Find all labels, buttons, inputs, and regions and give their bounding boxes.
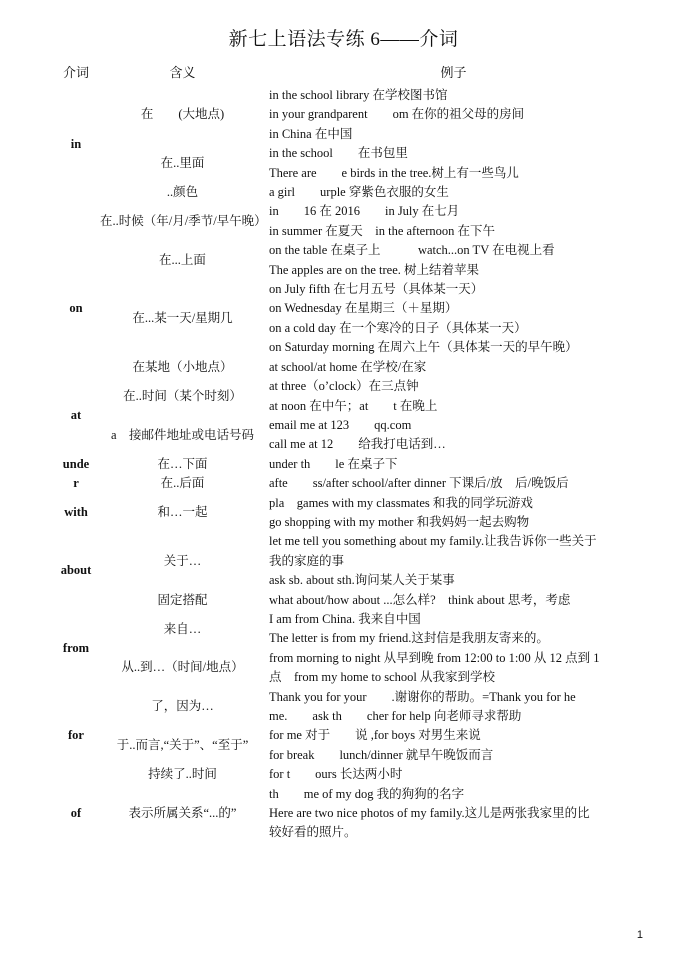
example-cell: on the table 在桌子上 watch...on TV 在电视上看 (269, 243, 555, 258)
table-row (52, 202, 642, 221)
example-cell: call me at 12 给我打电话到… (269, 437, 446, 452)
preposition-cell: for (68, 728, 84, 743)
table-row (52, 765, 642, 784)
table-row (52, 591, 642, 610)
example-cell: th me of my dog 我的狗狗的名字 (269, 786, 465, 801)
preposition-cell: of (70, 806, 82, 821)
example-cell: 我的家庭的事 (269, 553, 345, 568)
meaning-cell: 在…下面 (157, 456, 208, 471)
example-cell: at three（o’clock）在三点钟 (269, 379, 419, 394)
example-cell: The letter is from my friend.这封信是我朋友寄来的。 (269, 631, 549, 646)
example-cell: 较好看的照片。 (269, 825, 357, 840)
preposition-cell: in (70, 136, 82, 151)
example-cell: on Wednesday 在星期三（＋星期） (269, 301, 458, 316)
example-cell: a girl urple 穿紫色衣服的女生 (269, 185, 449, 200)
meaning-cell: 在...某一天/星期几 (132, 311, 233, 326)
table-row (52, 688, 642, 707)
example-cell: at noon 在中午；at t 在晚上 (269, 398, 438, 413)
example-cell: 点 from my home to school 从我家到学校 (269, 670, 496, 685)
meaning-cell: 在某地（小地点） (132, 359, 233, 374)
preposition-cell: with (64, 505, 88, 520)
example-cell: pla games with my classmates 和我的同学玩游戏 (269, 495, 533, 510)
preposition-cell: about (60, 563, 92, 578)
table-row (52, 144, 642, 163)
table-row (52, 494, 642, 513)
example-cell: Thank you for your .谢谢你的帮助。=Thank you for he (269, 689, 576, 704)
preposition-cell (52, 202, 100, 241)
table-row (52, 474, 642, 493)
table-row (52, 610, 642, 629)
example-cell: what about/how about ...怎么样? think about 思考，考虑 (269, 592, 571, 607)
example-cell: in your grandparent om 在你的祖父母的房间 (269, 107, 525, 122)
header-preposition: 介词 (62, 65, 89, 81)
preposition-cell: at (70, 408, 82, 423)
example-cell: on July fifth 在七月五号（具体某一天） (269, 282, 484, 297)
example-cell: me. ask th cher for help 向老师寻求帮助 (269, 709, 522, 723)
example-cell: on Saturday morning 在周六上午（具体某一天的早午晚） (269, 340, 578, 355)
meaning-cell: 固定搭配 (157, 592, 208, 607)
meaning-cell: 在..时候（年/月/季节/早午晚） (100, 214, 267, 229)
example-cell: email me at 123 qq.com (269, 417, 412, 432)
example-cell: on a cold day 在一个寒冷的日子（具体某一天） (269, 320, 527, 335)
table-row (52, 377, 642, 396)
meaning-cell: 来自… (163, 621, 202, 636)
page-title: 新七上语法专练 6——介词 (228, 29, 459, 50)
table-row (52, 649, 642, 668)
example-cell: Here are two nice photos of my family.这儿是两张我家里的比 (269, 806, 590, 821)
example-cell: in the school 在书包里 (269, 146, 408, 161)
table-row (52, 785, 642, 804)
example-cell: afte ss/after school/after dinner 下课后/放 后/晚饭后 (269, 476, 569, 491)
table-row (52, 726, 642, 745)
table-row (52, 358, 642, 377)
meaning-cell: 了，因为… (151, 699, 214, 714)
example-cell: in the school library 在学校图书馆 (269, 88, 448, 102)
example-cell: at school/at home 在学校/在家 (269, 359, 427, 374)
example-cell: ask sb. about sth.询问某人关于某事 (269, 573, 455, 588)
example-cell: for break lunch/dinner 就早午晚饭而言 (269, 747, 494, 762)
table-row (52, 86, 642, 105)
example-cell: let me tell you something about my family.让我告诉你一些关于 (269, 534, 597, 549)
header-meaning: 含义 (169, 65, 196, 81)
example-cell: for me 对于 说 ,for boys 对男生来说 (269, 728, 481, 743)
preposition-table (52, 60, 642, 843)
example-cell: go shopping with my mother 和我妈妈一起去购物 (269, 514, 530, 529)
example-cell: in 16 在 2016 in July 在七月 (269, 204, 460, 219)
table-row (52, 416, 642, 435)
table-header-row (52, 60, 642, 86)
page-number: 1 (636, 929, 643, 941)
meaning-cell: a 接邮件地址或电话号码 (110, 427, 255, 442)
meaning-cell: 在...上面 (159, 252, 206, 267)
example-cell: in summer 在夏天 in the afternoon 在下午 (269, 223, 496, 238)
table-body (52, 86, 642, 843)
table-row (52, 532, 642, 551)
preposition-cell: on (69, 301, 83, 316)
preposition-cell: unde (62, 456, 90, 471)
example-cell: for t ours 长达两小时 (269, 767, 403, 782)
meaning-cell: 关于… (163, 553, 202, 568)
table-row (52, 280, 642, 299)
example-cell: under th le 在桌子下 (269, 456, 398, 471)
header-example: 例子 (440, 65, 467, 81)
meaning-cell: 在 (大地点) (140, 107, 225, 122)
table-row (52, 183, 642, 202)
example-cell: There are e birds in the tree.树上有一些鸟儿 (269, 165, 519, 180)
meaning-cell: 在..时间（某个时刻） (123, 388, 242, 403)
meaning-cell: 于..而言,“关于”、“至于” (116, 738, 249, 753)
table-row (52, 241, 642, 260)
example-cell: The apples are on the tree. 树上结着苹果 (269, 262, 480, 277)
meaning-cell: 和…一起 (157, 505, 208, 520)
table-row (52, 455, 642, 474)
meaning-cell: 表示所属关系“...的” (128, 806, 237, 821)
example-cell: in China 在中国 (269, 126, 353, 141)
example-cell: I am from China. 我来自中国 (269, 611, 421, 626)
meaning-cell: 从..到…（时间/地点） (121, 660, 244, 675)
meaning-cell: 在..后面 (160, 476, 205, 491)
meaning-cell: 持续了..时间 (148, 767, 217, 782)
preposition-cell: from (62, 641, 90, 656)
preposition-cell: r (73, 476, 79, 491)
meaning-cell: 在..里面 (160, 155, 205, 170)
meaning-cell: ..颜色 (166, 185, 199, 200)
example-cell: from morning to night 从早到晚 from 12:00 to 1:00 从 12 点到 1 (269, 650, 600, 665)
